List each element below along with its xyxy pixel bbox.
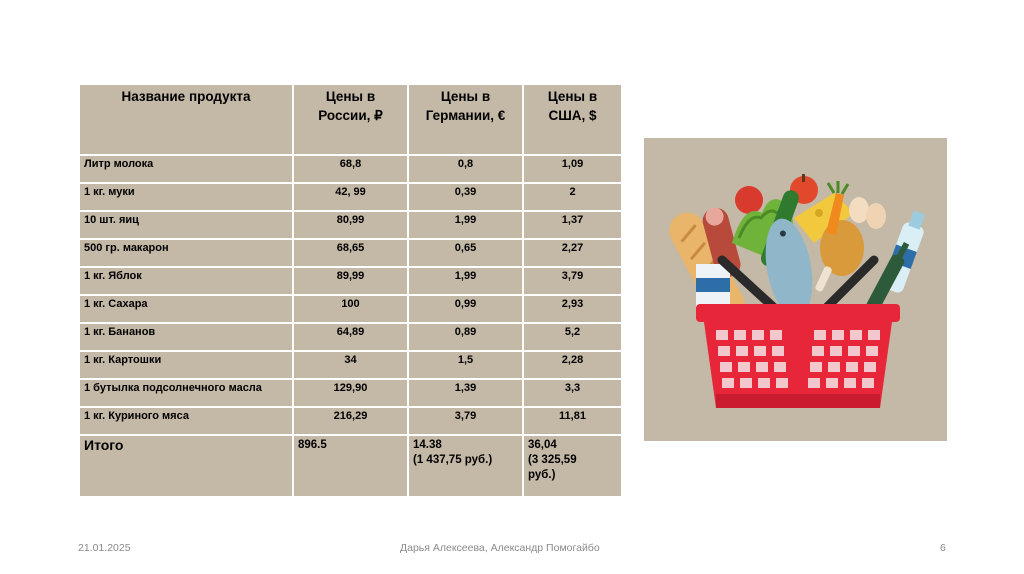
price-usa: 1,09 [523,155,622,183]
price-germany: 0,65 [408,239,523,267]
price-germany: 0,89 [408,323,523,351]
header-product: Название продукта [79,84,293,155]
table-row [79,183,622,211]
price-russia: 42, 99 [293,183,408,211]
table-header-row [79,84,622,155]
price-russia: 64,89 [293,323,408,351]
total-label: Итого [79,435,293,497]
price-russia: 68,8 [293,155,408,183]
total-germany-rub: (1 437,75 руб.) [413,454,493,466]
price-russia: 129,90 [293,379,408,407]
table-row [79,239,622,267]
price-table [78,83,623,498]
total-germany-value: 14.38 [413,439,442,451]
grocery-basket-image [644,138,947,441]
footer-page-number: 6 [940,542,946,554]
total-usa [523,435,622,497]
table-row [79,323,622,351]
price-usa: 2,28 [523,351,622,379]
price-germany: 1,99 [408,211,523,239]
price-russia: 34 [293,351,408,379]
product-name: Литр молока [79,155,293,183]
table-row [79,351,622,379]
table-row [79,407,622,435]
price-usa: 1,37 [523,211,622,239]
price-russia: 216,29 [293,407,408,435]
price-germany: 0,99 [408,295,523,323]
price-russia: 89,99 [293,267,408,295]
footer-author: Дарья Алексеева, Александр Помогайбо [400,542,600,554]
price-usa: 3,3 [523,379,622,407]
header-germany: Цены в Германии, € [408,84,523,155]
table-row [79,267,622,295]
product-name: 1 кг. муки [79,183,293,211]
price-russia: 100 [293,295,408,323]
price-germany: 1,99 [408,267,523,295]
table-total-row [79,435,622,497]
table-row [79,295,622,323]
product-name: 500 гр. макарон [79,239,293,267]
price-germany: 1,5 [408,351,523,379]
grocery-basket-icon [644,138,947,441]
price-russia: 68,65 [293,239,408,267]
price-usa: 11,81 [523,407,622,435]
header-russia: Цены в России, ₽ [293,84,408,155]
footer-date: 21.01.2025 [78,542,131,554]
total-usa-rub-2: руб.) [528,469,556,481]
product-name: 1 кг. Яблок [79,267,293,295]
price-usa: 2,93 [523,295,622,323]
total-germany [408,435,523,497]
price-germany: 3,79 [408,407,523,435]
price-germany: 1,39 [408,379,523,407]
product-name: 10 шт. яиц [79,211,293,239]
table-row [79,155,622,183]
table-row [79,379,622,407]
price-russia: 80,99 [293,211,408,239]
total-usa-value: 36,04 [528,439,557,451]
price-usa: 5,2 [523,323,622,351]
product-name: 1 кг. Куриного мяса [79,407,293,435]
table-row [79,211,622,239]
price-germany: 0,39 [408,183,523,211]
price-usa: 2 [523,183,622,211]
product-name: 1 кг. Бананов [79,323,293,351]
price-germany: 0,8 [408,155,523,183]
price-usa: 2,27 [523,239,622,267]
total-russia: 896.5 [293,435,408,497]
total-usa-rub-1: (3 325,59 [528,454,577,466]
price-usa: 3,79 [523,267,622,295]
product-name: 1 кг. Картошки [79,351,293,379]
product-name: 1 бутылка подсолнечного масла [79,379,293,407]
product-name: 1 кг. Сахара [79,295,293,323]
header-usa: Цены в США, $ [523,84,622,155]
